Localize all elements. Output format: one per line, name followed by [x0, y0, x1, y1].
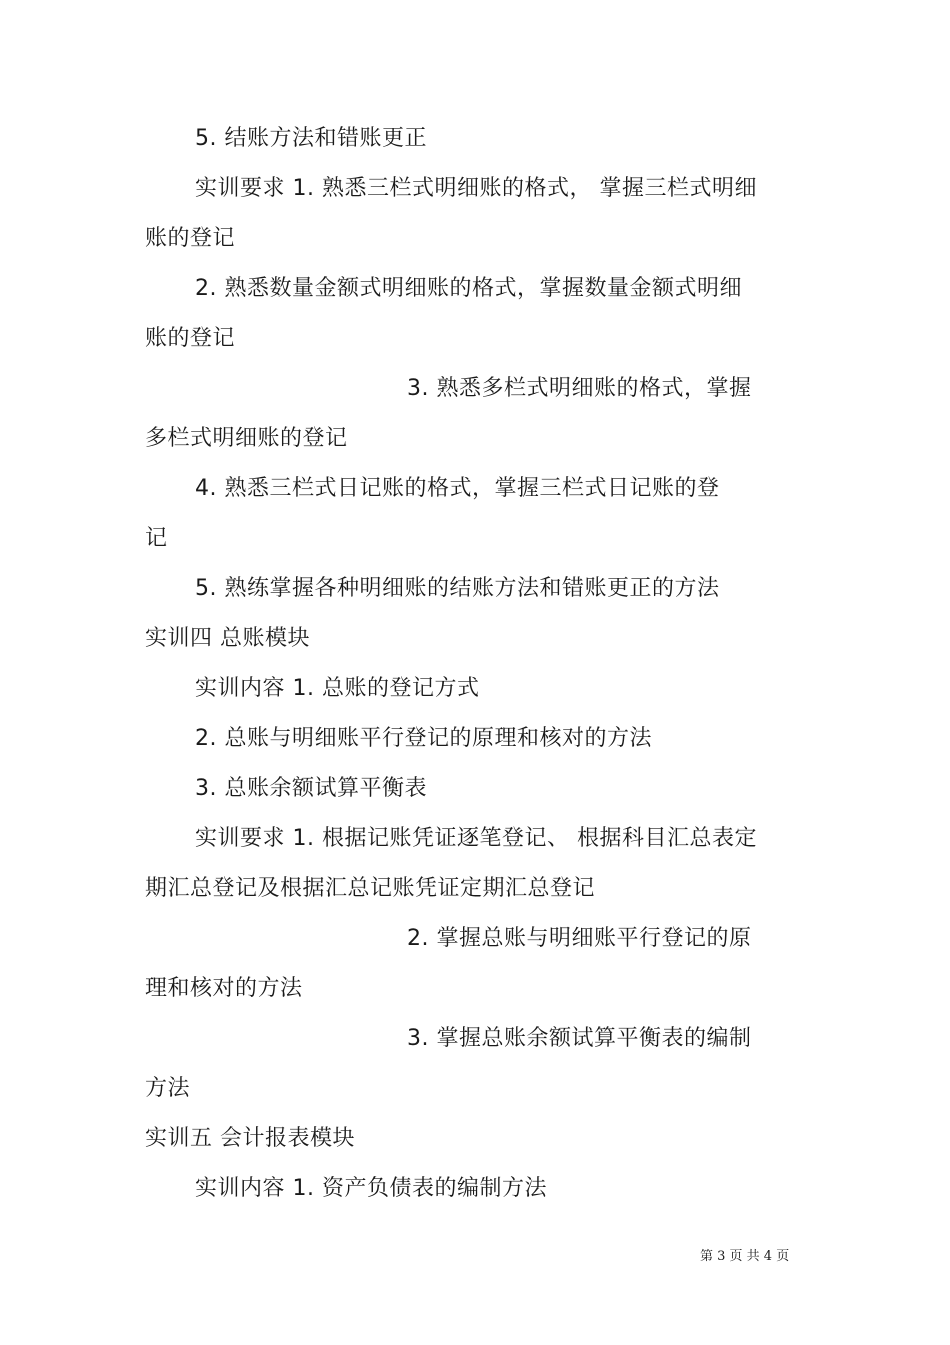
text-line: 3. 熟悉多栏式明细账的格式，掌握 [407, 376, 752, 401]
text-line: 实训内容 1. 总账的登记方式 [195, 676, 480, 701]
text-line: 2. 总账与明细账平行登记的原理和核对的方法 [195, 726, 652, 751]
text-line: 实训内容 1. 资产负债表的编制方法 [195, 1176, 547, 1201]
text-line: 理和核对的方法 [145, 976, 303, 1001]
text-line: 实训要求 1. 根据记账凭证逐笔登记、 根据科目汇总表定 [195, 826, 757, 851]
text-line: 方法 [145, 1076, 191, 1101]
text-line: 记 [145, 526, 168, 551]
text-line: 实训要求 1. 熟悉三栏式明细账的格式， 掌握三栏式明细 [195, 176, 757, 201]
section-heading: 实训五 会计报表模块 [145, 1126, 355, 1151]
text-line: 2. 熟悉数量金额式明细账的格式，掌握数量金额式明细 [195, 276, 742, 301]
text-line: 2. 掌握总账与明细账平行登记的原 [407, 926, 752, 951]
section-heading: 实训四 总账模块 [145, 626, 310, 651]
text-line: 5. 结账方法和错账更正 [195, 126, 427, 151]
text-line: 3. 掌握总账余额试算平衡表的编制 [407, 1026, 752, 1051]
text-line: 多栏式明细账的登记 [145, 426, 348, 451]
text-line: 5. 熟练掌握各种明细账的结账方法和错账更正的方法 [195, 576, 720, 601]
text-line: 期汇总登记及根据汇总记账凭证定期汇总登记 [145, 876, 596, 901]
text-line: 账的登记 [145, 226, 236, 251]
text-line: 4. 熟悉三栏式日记账的格式，掌握三栏式日记账的登 [195, 476, 720, 501]
text-line: 账的登记 [145, 326, 236, 351]
text-line: 3. 总账余额试算平衡表 [195, 776, 427, 801]
page-number-footer: 第 3 页 共 4 页 [700, 1249, 790, 1264]
